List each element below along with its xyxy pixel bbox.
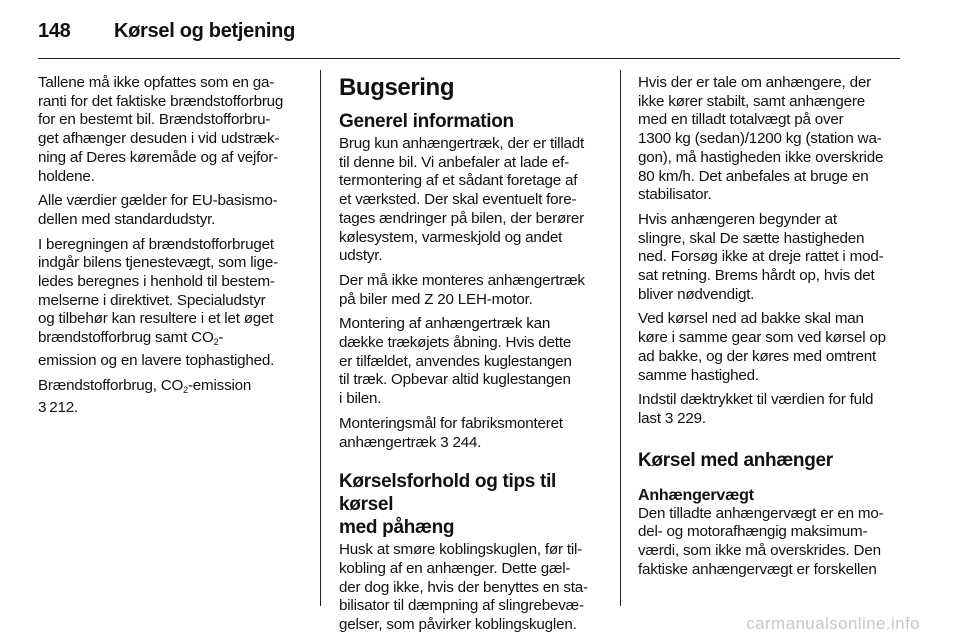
page-reference-link[interactable]: 229.: [673, 409, 706, 427]
paragraph-eu-basis: Alle værdier gælder for EU-basismo- dellen med standardudstyr.: [38, 192, 278, 228]
mounting-dimensions-text: Monteringsmål for fabriksmonteret anhængertræk: [339, 414, 563, 451]
co2-emission-tail: -emission: [187, 376, 252, 394]
paragraph-trailer-sway: Hvis anhængeren begynder at slingre, skal De sætte hastigheden ned. Forsøg ikke at dreje rattet i mod- sat retning. Brems hårdt op, hvis det bliver nødvendigt.: [638, 210, 884, 303]
header-divider: [38, 58, 900, 59]
paragraph-lubricate-ball: Husk at smøre koblingskuglen, før til- kobling af en anhænger. Dette gæl- der dog ikke, hvis der benyttes en sta- bilisator til dæmpning af slingrebevæ- gelser, som påvirker koblingskuglen.: [339, 541, 588, 634]
column-1: [38, 74, 306, 424]
paragraph-weight-calc: [38, 236, 306, 371]
column-3: [638, 74, 906, 585]
paragraph-downhill: Ved kørsel ned ad bakke skal man køre i samme gear som ved kørsel op ad bakke, og der køres med omtrent samme hastighed.: [638, 310, 886, 384]
paragraph-trailer-weight: Den tilladte anhængervægt er en mo- del- og motorafhængig maksimum- værdi, som ikke må overskrides. Den faktiske anhængervægt er forskellen: [638, 504, 884, 578]
paragraph-weight-calc-text: I beregningen af brændstofforbruget indgår bilens tjenestevægt, som lige- ledes beregnes i henhold til bestem- melserne i direktivet. Specialudstyr og tilbehør kan resultere i et let øget brændstofforbrug samt CO: [38, 235, 278, 347]
page-ref-arrow-icon: 3: [38, 399, 47, 417]
heading-bugsering: Bugsering: [339, 74, 455, 101]
paragraph-mounting-dimensions: [339, 415, 607, 452]
page-reference-link[interactable]: 244.: [448, 433, 482, 451]
watermark: carmanualsonline.info: [746, 614, 920, 633]
paragraph-tyre-pressure: [638, 391, 906, 428]
paragraph-speed-limit: Hvis der er tale om anhængere, der ikke kører stabilt, samt anhængere med en tilladt totalvægt på over 1300 kg (sedan)/1200 kg (station wa- gon), må hastigheden ikke overskride 80 km/h. Det anbefales at bruge en stabilisator.: [638, 74, 884, 204]
page-header: [0, 0, 960, 60]
heading-trailer-weight: Anhængervægt: [638, 486, 754, 504]
paragraph-z20-engine: Der må ikke monteres anhængertræk på biler med Z 20 LEH-motor.: [339, 271, 585, 308]
paragraph-co2-emission: [38, 377, 306, 418]
column-divider-1: [320, 70, 321, 606]
section-title: Kørsel og betjening: [114, 20, 295, 42]
heading-driving-with-trailer: Kørsel med anhænger: [638, 449, 833, 471]
page-ref-arrow-icon: 3: [440, 433, 449, 451]
paragraph-weight-calc-tail: - emission og en lavere tophastighed.: [38, 329, 275, 369]
co2-emission-text: Brændstofforbrug, CO: [38, 376, 184, 394]
co2-subscript: 2: [213, 337, 219, 348]
paragraph-trailer-hitch: Brug kun anhængertræk, der er tilladt til denne bil. Vi anbefaler at lade ef- termontering af et sådant foretage af et værksted. Der skal eventuelt fore- tages ændringer på bilen, der berører kølesystem, varmeskjold og andet udstyr.: [339, 135, 585, 265]
heading-general-info: Generel information: [339, 111, 514, 132]
page-ref-arrow-icon: 3: [664, 409, 674, 427]
co2-subscript-2: 2: [183, 384, 188, 395]
page-reference-link[interactable]: 212.: [49, 399, 79, 417]
column-divider-2: [620, 70, 621, 606]
tyre-pressure-text: Indstil dæktrykket til værdien for fuld last: [638, 391, 874, 427]
paragraph-fuel-disclaimer: Tallene må ikke opfattes som en ga- ranti for det faktiske brændstofforbrug for en bestemt bil. Brændstofforbru- get afhænger desuden i vid udstræk- ning af Deres køremåde og af vejfor- holdene.: [38, 74, 284, 185]
column-2: [339, 74, 607, 641]
heading-driving-conditions: Kørselsforhold og tips til kørsel med påhæng: [339, 471, 557, 539]
paragraph-tow-eye: Montering af anhængertræk kan dække trækøjets åbning. Hvis dette er tilfældet, anvendes kuglestangen til træk. Opbevar altid kuglestangen i bilen.: [339, 315, 572, 408]
page-number: 148: [38, 20, 71, 42]
